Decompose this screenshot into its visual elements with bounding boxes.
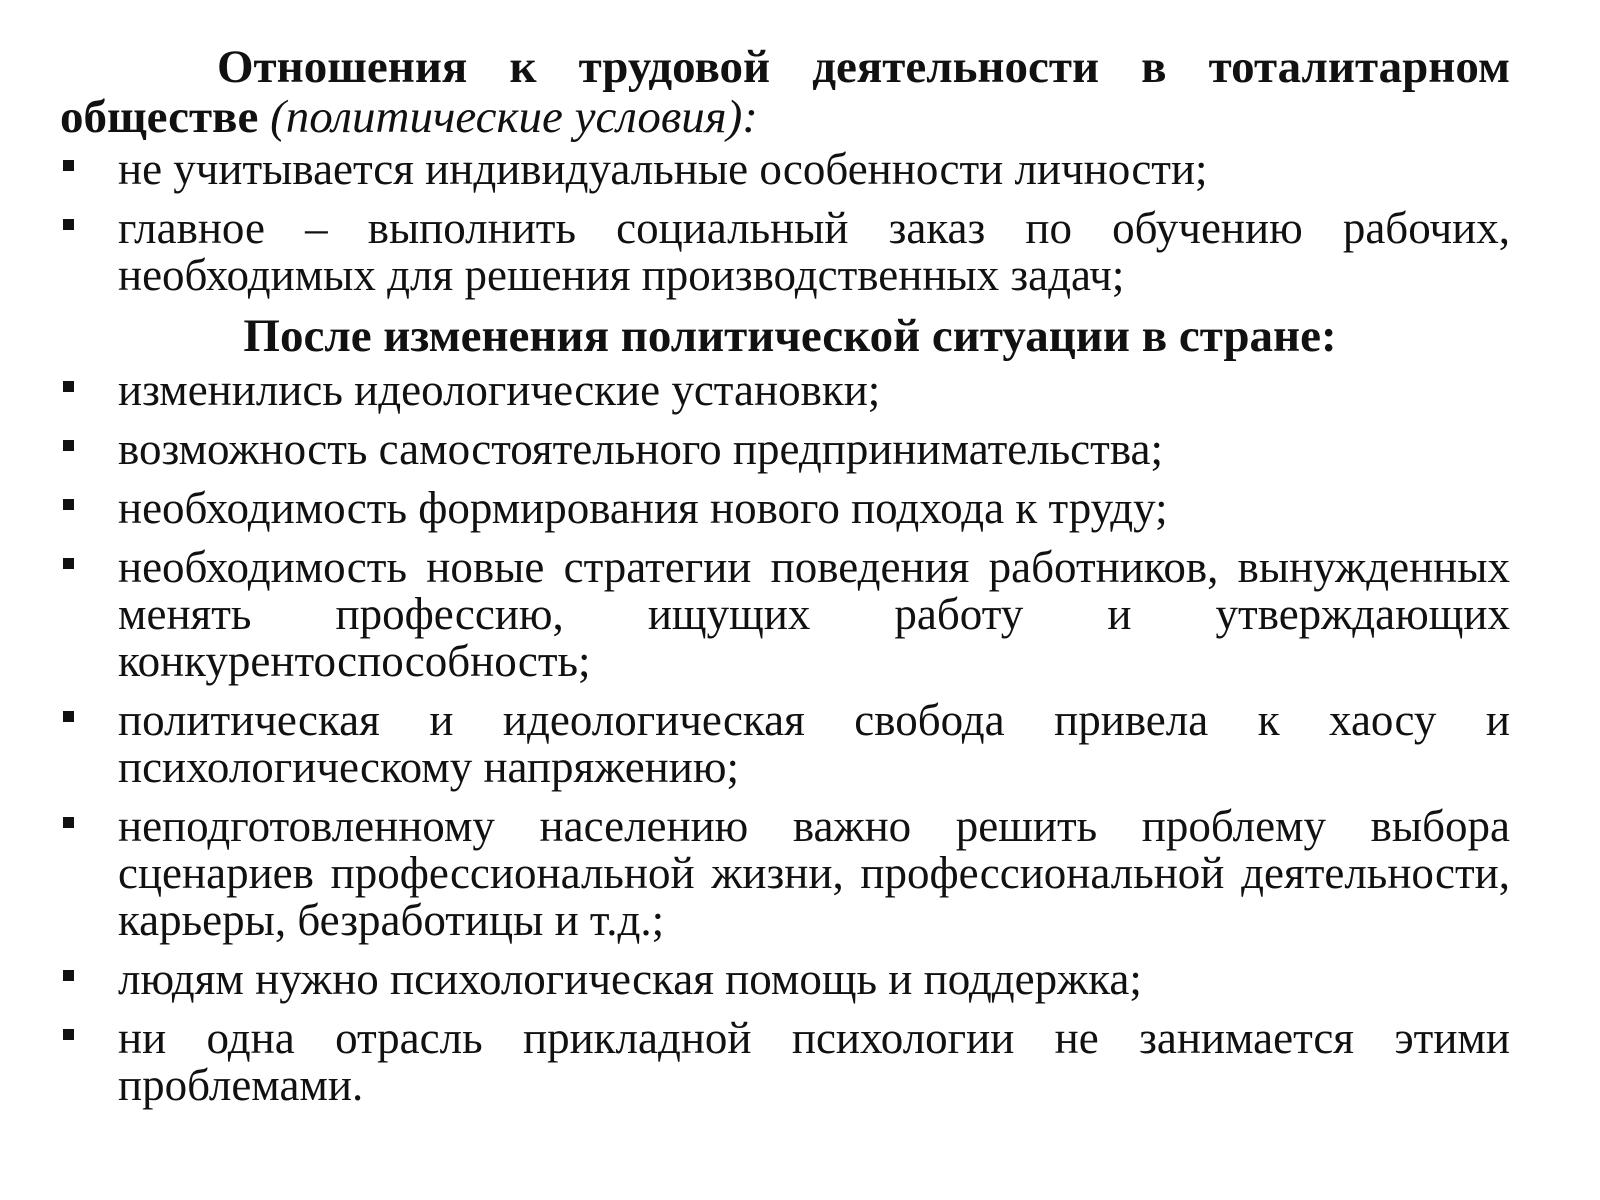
heading-totalitarian-bold: Отношения к трудовой деятельности в тоталитарном обществе [60, 41, 1510, 143]
list-item [60, 205, 1510, 299]
slide-content [60, 42, 1510, 1121]
list-item [60, 697, 1510, 791]
list-item-text: изменились идеологические установки; [118, 365, 881, 415]
heading-after-change: После изменения политической ситуации в стране: [243, 310, 1337, 362]
list-item-text: ни одна отрасль прикладной психологии не занимается этими проблемами. [118, 1013, 1510, 1110]
list-totalitarian [60, 146, 1510, 299]
list-item-text: политическая и идеологическая свобода привела к хаосу и психологическому напряжению; [118, 695, 1510, 792]
square-bullet-icon [63, 1029, 74, 1040]
list-item [60, 367, 1510, 414]
list-item-text: необходимость новые стратегии поведения работников, вынужденных менять профессию, ищущих работу и утверждающих конкурентоспособность; [118, 542, 1510, 686]
list-item [60, 146, 1510, 193]
list-item [60, 803, 1510, 944]
list-item [60, 426, 1510, 473]
list-item-text: возможность самостоятельного предпринимательства; [118, 424, 1163, 474]
square-bullet-icon [63, 381, 74, 392]
heading-totalitarian-italic: (политические условия): [270, 91, 758, 143]
list-item-text: неподготовленному населению важно решить проблему выбора сценариев профессиональной жизни, профессиональной деятельности, карьеры, безработицы и т.д.; [118, 801, 1510, 945]
square-bullet-icon [63, 440, 74, 451]
square-bullet-icon [63, 499, 74, 510]
square-bullet-icon [63, 970, 74, 981]
heading-totalitarian [60, 42, 1510, 142]
list-item [60, 956, 1510, 1003]
list-item-text: главное – выполнить социальный заказ по обучению рабочих, необходимых для решения производственных задач; [118, 203, 1510, 300]
square-bullet-icon [63, 219, 74, 230]
square-bullet-icon [63, 160, 74, 171]
list-item-text: не учитывается индивидуальные особенности личности; [118, 144, 1208, 194]
list-item-text: людям нужно психологическая помощь и поддержка; [118, 954, 1142, 1004]
list-item-text: необходимость формирования нового подхода к труду; [118, 483, 1168, 533]
square-bullet-icon [63, 711, 74, 722]
list-after-change [60, 367, 1510, 1109]
list-item [60, 1015, 1510, 1109]
list-item [60, 485, 1510, 532]
list-item [60, 544, 1510, 685]
square-bullet-icon [63, 817, 74, 828]
square-bullet-icon [63, 558, 74, 569]
